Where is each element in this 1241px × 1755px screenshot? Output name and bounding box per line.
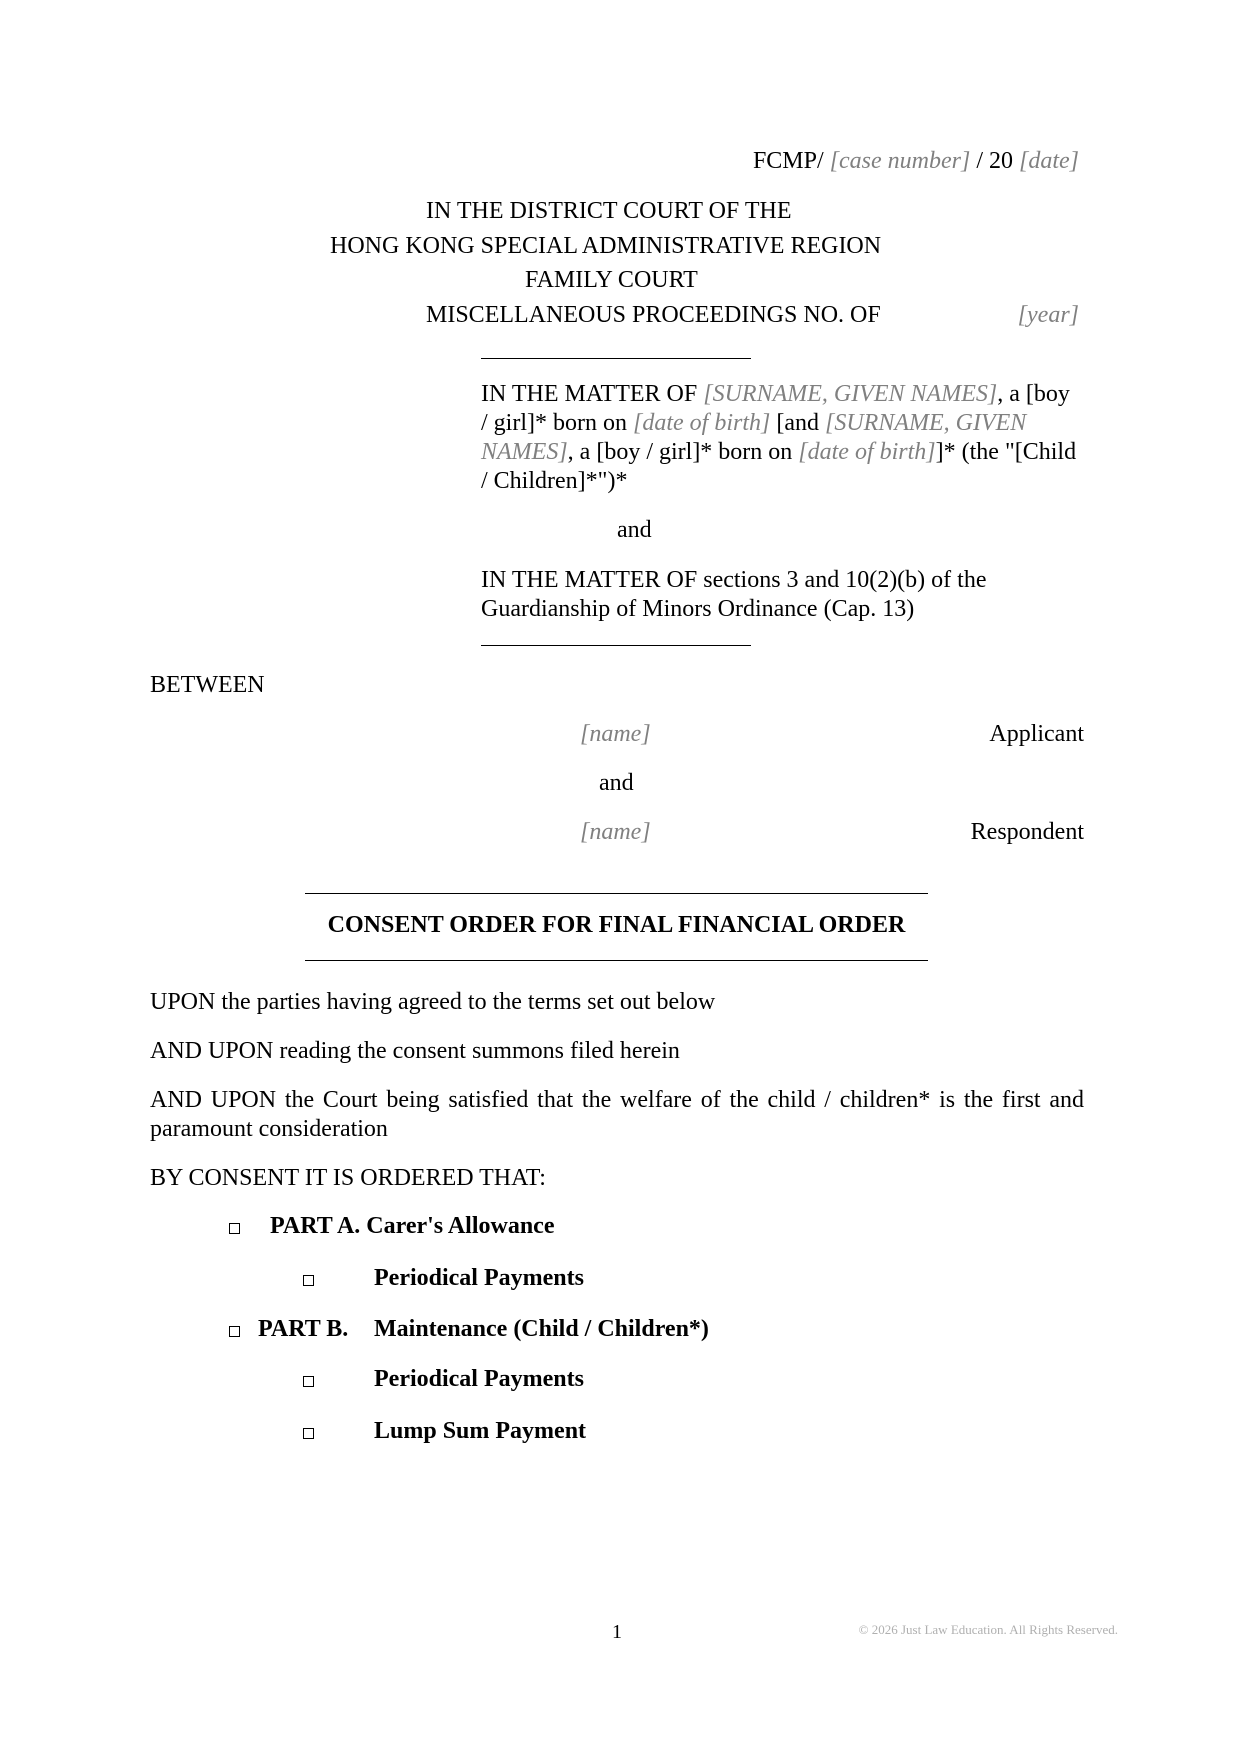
between-label: BETWEEN	[150, 672, 265, 698]
applicant-name-placeholder: [name]	[580, 721, 651, 747]
ordered-heading: BY CONSENT IT IS ORDERED THAT:	[150, 1165, 546, 1191]
page-number: 1	[612, 1621, 622, 1643]
part-a-checkbox[interactable]	[229, 1223, 240, 1234]
part-a-periodical-checkbox[interactable]	[303, 1275, 314, 1286]
court-line-4: MISCELLANEOUS PROCEEDINGS NO. OF	[426, 302, 881, 328]
part-b-label: PART B.	[258, 1316, 349, 1342]
part-b-lump-label: Lump Sum Payment	[374, 1418, 587, 1444]
order-title: CONSENT ORDER FOR FINAL FINANCIAL ORDER	[327, 912, 906, 938]
case-number-placeholder: [case number]	[829, 148, 971, 174]
part-b-periodical-checkbox[interactable]	[303, 1376, 314, 1387]
copyright-notice: © 2026 Just Law Education. All Rights Reserved.	[858, 1622, 1118, 1637]
part-a-periodical-label: Periodical Payments	[374, 1265, 584, 1291]
respondent-name-placeholder: [name]	[580, 819, 651, 845]
part-b-checkbox[interactable]	[229, 1326, 240, 1337]
dob-1-placeholder: [date of birth]	[632, 410, 771, 436]
part-b-periodical-label: Periodical Payments	[374, 1366, 584, 1392]
year-placeholder: [year]	[1017, 302, 1079, 328]
fcmp-prefix: FCMP/	[752, 148, 824, 174]
child-name-2-placeholder: [SURNAME, GIVEN NAMES]	[481, 410, 1027, 465]
part-b-lump-checkbox[interactable]	[303, 1428, 314, 1439]
dob-2-placeholder: [date of birth]	[798, 439, 936, 465]
title-rule-bottom	[305, 960, 928, 961]
divider-matter	[481, 645, 751, 646]
and-connector-1: and	[617, 517, 652, 543]
recital-welfare: AND UPON the Court being satisfied that the welfare of the child / children* is the first and paramount consideration	[150, 1087, 1084, 1142]
matter-ordinance: IN THE MATTER OF sections 3 and 10(2)(b) of the Guardianship of Minors Ordinance (Cap. 13)	[481, 567, 987, 622]
recital-summons: AND UPON reading the consent summons filed herein	[150, 1038, 680, 1064]
part-b-title: Maintenance (Child / Children*)	[374, 1316, 709, 1342]
recital-agreed: UPON the parties having agreed to the terms set out below	[150, 989, 716, 1015]
case-number-line	[753, 148, 1079, 175]
court-line-1: IN THE DISTRICT COURT OF THE	[426, 198, 792, 224]
divider-top	[481, 358, 751, 359]
court-line-2: HONG KONG SPECIAL ADMINISTRATIVE REGION	[330, 233, 882, 259]
and-connector-2: and	[599, 770, 634, 796]
part-a-label: PART A. Carer's Allowance	[270, 1213, 555, 1239]
child-name-1-placeholder: [SURNAME, GIVEN NAMES]	[703, 381, 998, 407]
respondent-label: Respondent	[970, 819, 1084, 845]
applicant-label: Applicant	[989, 721, 1084, 747]
date-placeholder: [date]	[1019, 148, 1079, 174]
year-prefix: / 20	[976, 148, 1013, 174]
court-line-3: FAMILY COURT	[525, 267, 698, 293]
title-rule-top	[305, 893, 928, 894]
matter-child: IN THE MATTER OF [SURNAME, GIVEN NAMES], a [boy / girl]* born on [date of birth] [and [SURNAME, GIVEN NAMES], a [boy / girl]* born on [date of birth]]* (the "[Child / Children]*")*	[481, 381, 1077, 494]
